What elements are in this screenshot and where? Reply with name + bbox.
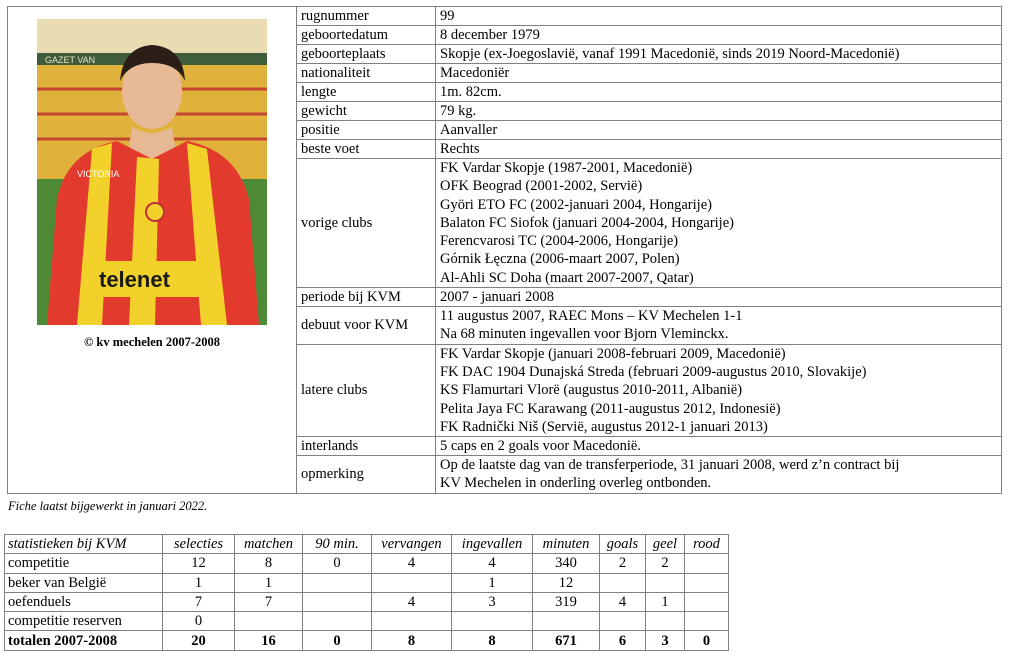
table-cell	[600, 573, 646, 592]
table-cell: 4	[372, 592, 452, 611]
list-item: Górnik Łęczna (2006-maart 2007, Polen)	[440, 251, 680, 268]
previous-clubs-list	[436, 159, 1002, 288]
table-cell: 0	[163, 612, 235, 631]
row-label: competitie	[5, 554, 163, 573]
debut-value	[436, 307, 1002, 345]
table-cell: 16	[235, 631, 303, 650]
interlands-value: 5 caps en 2 goals voor Macedonië.	[436, 437, 1002, 456]
table-cell: 8	[372, 631, 452, 650]
table-cell	[685, 612, 729, 631]
field-value: Macedoniër	[436, 64, 1002, 83]
table-cell: 1	[235, 573, 303, 592]
previous-clubs-label: vorige clubs	[297, 159, 436, 288]
column-header: minuten	[533, 535, 600, 554]
table-cell	[685, 573, 729, 592]
last-updated-note: Fiche laatst bijgewerkt in januari 2022.	[8, 499, 208, 513]
row-label: competitie reserven	[5, 612, 163, 631]
player-photo-illustration	[37, 19, 267, 325]
table-cell: 1	[452, 573, 533, 592]
field-label: geboortedatum	[297, 26, 436, 45]
table-cell	[646, 612, 685, 631]
field-label: positie	[297, 121, 436, 140]
list-item: Györi ETO FC (2002-januari 2004, Hongarije)	[440, 196, 712, 213]
list-item: OFK Beograd (2001-2002, Servië)	[440, 178, 643, 195]
table-cell	[372, 573, 452, 592]
row-label: beker van België	[5, 573, 163, 592]
player-photo	[37, 19, 267, 325]
table-cell	[303, 573, 372, 592]
list-item: Balaton FC Siofok (januari 2004-2004, Hongarije)	[440, 214, 734, 231]
field-label: lengte	[297, 83, 436, 102]
list-item: Ferencvarosi TC (2004-2006, Hongarije)	[440, 233, 679, 250]
column-header: selecties	[163, 535, 235, 554]
table-cell	[452, 612, 533, 631]
field-value: Aanvaller	[436, 121, 1002, 140]
table-cell: 4	[600, 592, 646, 611]
table-cell	[646, 573, 685, 592]
totals-row	[5, 631, 729, 650]
table-cell	[685, 592, 729, 611]
remark-label: opmerking	[297, 456, 436, 494]
table-cell: 12	[163, 554, 235, 573]
period-label: periode bij KVM	[297, 288, 436, 307]
player-profile-table	[7, 6, 1002, 494]
table-row	[5, 573, 729, 592]
debut-line: Na 68 minuten ingevallen voor Bjorn Vleminckx.	[440, 326, 729, 343]
column-header: vervangen	[372, 535, 452, 554]
column-header: ingevallen	[452, 535, 533, 554]
column-header: matchen	[235, 535, 303, 554]
list-item: FK DAC 1904 Dunajská Streda (februari 2009-augustus 2010, Slovakije)	[440, 363, 867, 380]
table-cell: 2	[646, 554, 685, 573]
field-label: gewicht	[297, 102, 436, 121]
field-value: Rechts	[436, 140, 1002, 159]
list-item: FK Radnički Niš (Servië, augustus 2012-1 januari 2013)	[440, 418, 768, 435]
table-cell: 12	[533, 573, 600, 592]
column-header: goals	[600, 535, 646, 554]
table-cell	[303, 592, 372, 611]
table-cell: 6	[600, 631, 646, 650]
column-header: statistieken bij KVM	[5, 535, 163, 554]
row-label: oefenduels	[5, 592, 163, 611]
remark-line: Op de laatste dag van de transferperiode, 31 januari 2008, werd z’n contract bij	[440, 457, 900, 474]
period-value: 2007 - januari 2008	[436, 288, 1002, 307]
table-cell	[533, 612, 600, 631]
table-row	[5, 554, 729, 573]
list-item: Pelita Jaya FC Karawang (2011-augustus 2012, Indonesië)	[440, 400, 781, 417]
chest-sponsor-text: VICTORIA	[77, 169, 120, 179]
table-cell: 20	[163, 631, 235, 650]
table-cell: 671	[533, 631, 600, 650]
table-cell	[372, 612, 452, 631]
table-cell: 3	[452, 592, 533, 611]
table-cell: 0	[303, 554, 372, 573]
field-value: 1m. 82cm.	[436, 83, 1002, 102]
shirt-sponsor-text: telenet	[99, 267, 170, 292]
table-cell: 4	[372, 554, 452, 573]
table-cell: 340	[533, 554, 600, 573]
table-cell: 8	[235, 554, 303, 573]
table-cell: 319	[533, 592, 600, 611]
table-cell: 4	[452, 554, 533, 573]
field-value: Skopje (ex-Joegoslavië, vanaf 1991 Macedonië, sinds 2019 Noord-Macedonië)	[436, 45, 1002, 64]
photo-caption: © kv mechelen 2007-2008	[83, 335, 221, 349]
photo-cell	[8, 7, 297, 494]
list-item: FK Vardar Skopje (januari 2008-februari 2009, Macedonië)	[440, 345, 786, 362]
later-clubs-list	[436, 344, 1002, 436]
table-cell	[685, 554, 729, 573]
table-cell: 0	[303, 631, 372, 650]
table-cell: 0	[685, 631, 729, 650]
field-label: nationaliteit	[297, 64, 436, 83]
later-clubs-label: latere clubs	[297, 344, 436, 436]
column-header: rood	[685, 535, 729, 554]
table-cell: 3	[646, 631, 685, 650]
interlands-label: interlands	[297, 437, 436, 456]
table-cell	[303, 612, 372, 631]
remark-line: KV Mechelen in onderling overleg ontbonden.	[440, 475, 712, 492]
table-cell: 8	[452, 631, 533, 650]
table-cell: 1	[646, 592, 685, 611]
field-value: 79 kg.	[436, 102, 1002, 121]
board-text: GAZET VAN	[45, 55, 96, 65]
stats-header-row	[5, 535, 729, 554]
table-cell	[235, 612, 303, 631]
row-label: totalen 2007-2008	[5, 631, 163, 650]
list-item: FK Vardar Skopje (1987-2001, Macedonië)	[440, 160, 693, 176]
field-label: rugnummer	[297, 7, 436, 26]
table-cell: 2	[600, 554, 646, 573]
field-value: 8 december 1979	[436, 26, 1002, 45]
column-header: 90 min.	[303, 535, 372, 554]
debut-label: debuut voor KVM	[297, 307, 436, 345]
table-cell	[600, 612, 646, 631]
remark-value	[436, 456, 1002, 494]
field-value: 99	[436, 7, 1002, 26]
field-label: beste voet	[297, 140, 436, 159]
table-row	[5, 592, 729, 611]
debut-line: 11 augustus 2007, RAEC Mons – KV Mechelen 1-1	[440, 308, 743, 325]
statistics-table	[4, 534, 729, 651]
table-cell: 1	[163, 573, 235, 592]
field-label: geboorteplaats	[297, 45, 436, 64]
list-item: Al-Ahli SC Doha (maart 2007-2007, Qatar)	[440, 269, 694, 286]
column-header: geel	[646, 535, 685, 554]
table-cell: 7	[163, 592, 235, 611]
table-row	[5, 612, 729, 631]
list-item: KS Flamurtari Vlorë (augustus 2010-2011, Albanië)	[440, 382, 743, 399]
table-cell: 7	[235, 592, 303, 611]
